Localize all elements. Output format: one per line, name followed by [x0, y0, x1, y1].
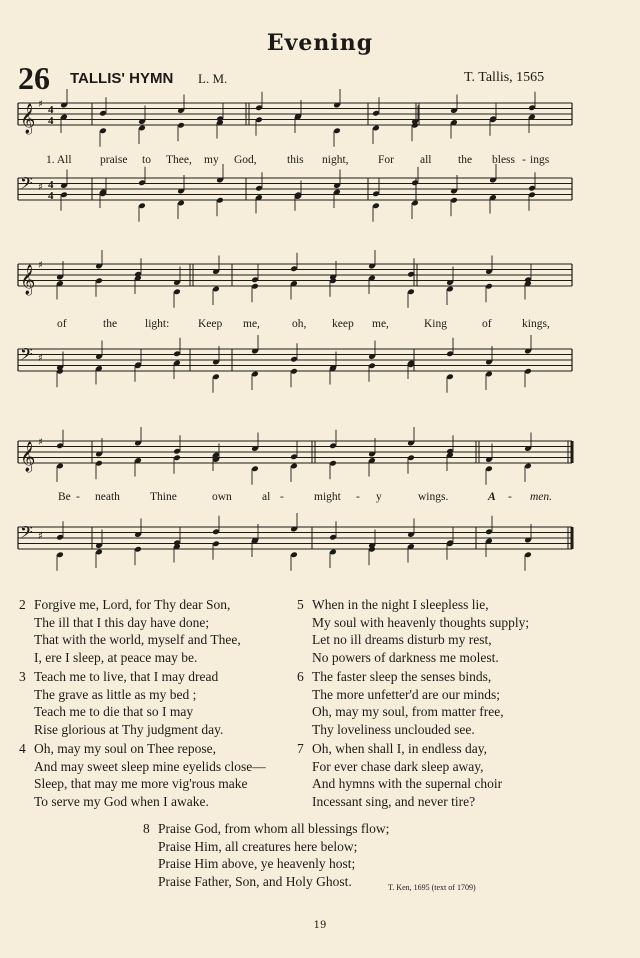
lyric-syllable: neath — [95, 491, 120, 503]
lyric-syllable: For — [378, 154, 394, 166]
sharp-icon: ♯ — [38, 182, 43, 193]
lyric-syllable: - — [508, 491, 512, 503]
treble-clef-icon: 𝄞 — [20, 442, 36, 472]
lyric-syllable: might — [314, 491, 341, 503]
lyric-syllable: night, — [322, 154, 349, 166]
lyric-syllable: men. — [530, 491, 553, 503]
verse — [19, 668, 224, 738]
lyric-syllable: Keep — [198, 318, 223, 330]
bass-clef-icon: 𝄢 — [20, 173, 33, 197]
verse-line: Rise glorious at Thy judgment day. — [34, 721, 224, 737]
hymn-title: Evening — [266, 30, 374, 56]
lyric-syllable: - — [522, 154, 526, 166]
verse-line: And may sweet sleep mine eyelids close— — [34, 758, 266, 774]
time-signature-top: 4 — [48, 104, 54, 116]
lyric-syllable: me, — [243, 318, 260, 330]
verse-line: Forgive me, Lord, for Thy dear Son, — [34, 597, 231, 612]
verse-line: When in the night I sleepless lie, — [312, 597, 489, 612]
lyric-syllable: praise — [100, 154, 128, 166]
verse-number: 3 — [19, 669, 26, 684]
sharp-icon: ♯ — [38, 437, 43, 448]
lyric-syllable: light: — [145, 318, 170, 330]
lyric-syllable: of — [57, 318, 67, 330]
lyric-syllable: ings — [530, 154, 550, 166]
verse-line: Oh, may my soul, from matter free, — [312, 704, 504, 719]
lyric-syllable: y — [376, 491, 382, 503]
lyric-syllable: A — [488, 491, 496, 503]
verse-number: 4 — [19, 741, 26, 756]
page-number: 19 — [313, 920, 327, 931]
lyric-syllable: 1. All — [46, 154, 72, 166]
verse-line: The grave as little as my bed ; — [34, 686, 197, 702]
verse-line: Praise Him above, ye heavenly host; — [158, 856, 356, 871]
lyric-syllable: this — [287, 154, 304, 166]
verse-line: Thy loveliness unclouded see. — [312, 721, 475, 737]
verse-number: 6 — [297, 669, 304, 684]
verse-number: 2 — [19, 597, 26, 612]
verse-line: Teach me to live, that I may dread — [34, 669, 219, 684]
lyric-syllable: of — [482, 318, 492, 330]
hymn-number: 26 — [18, 60, 50, 96]
verse-line: My soul with heavenly thoughts supply; — [312, 614, 530, 630]
verse-number: 7 — [297, 741, 304, 756]
lyric-syllable: Thine — [150, 491, 177, 503]
lyric-syllable: the — [103, 318, 118, 330]
lyric-syllable: keep — [332, 318, 354, 330]
sharp-icon: ♯ — [38, 531, 43, 542]
lyric-syllable: Thee, — [166, 154, 192, 166]
verse-line: Praise Him, all creatures here below; — [158, 838, 358, 854]
lyric-syllable: my — [204, 154, 219, 166]
verse-number: 5 — [297, 597, 304, 612]
verse — [143, 820, 390, 890]
verse-line: Oh, may my soul on Thee repose, — [34, 741, 216, 756]
verse — [297, 668, 504, 738]
verse-line: Teach me to die that so I may — [34, 704, 194, 719]
verse-line: Praise God, from whom all blessings flow; — [158, 821, 390, 836]
time-signature-bottom: 4 — [48, 115, 54, 127]
lyric-syllable: oh, — [292, 318, 307, 330]
lyric-syllable: - — [280, 491, 284, 503]
lyric-syllable: kings, — [522, 318, 550, 330]
bass-clef-icon: 𝄢 — [20, 344, 33, 368]
verse — [19, 740, 266, 810]
lyric-syllable: - — [76, 491, 80, 503]
sharp-icon: ♯ — [38, 260, 43, 271]
tune-name: TALLIS' HYMN — [70, 70, 174, 87]
verse-line: To serve my God when I awake. — [34, 793, 209, 809]
sharp-icon: ♯ — [38, 353, 43, 364]
lyric-syllable: wings. — [418, 491, 449, 503]
verse-line: Praise Father, Son, and Holy Ghost. — [158, 873, 352, 889]
verse — [297, 740, 503, 810]
lyric-syllable: King — [424, 318, 447, 330]
verse-line: Oh, when shall I, in endless day, — [312, 741, 487, 756]
time-signature-bottom: 4 — [48, 190, 54, 202]
meter: L. M. — [198, 71, 228, 86]
lyric-syllable: - — [356, 491, 360, 503]
verse-line: Incessant sing, and never tire? — [312, 793, 476, 809]
lyric-syllable: all — [420, 154, 432, 166]
text-attribution: T. Ken, 1695 (text of 1709) — [388, 883, 476, 892]
composer: T. Tallis, 1565 — [464, 70, 545, 85]
lyric-syllable: Be — [58, 491, 71, 503]
treble-clef-icon: 𝄞 — [20, 104, 36, 134]
lyric-syllable: the — [458, 154, 473, 166]
sharp-icon: ♯ — [38, 99, 43, 110]
bass-clef-icon: 𝄢 — [20, 522, 33, 546]
lyric-syllable: bless — [492, 154, 515, 166]
verse-number: 8 — [143, 821, 150, 836]
lyric-syllable: me, — [372, 318, 389, 330]
lyric-syllable: to — [142, 154, 151, 166]
treble-clef-icon: 𝄞 — [20, 265, 36, 295]
lyric-syllable: al — [262, 491, 271, 503]
verse-line: That with the world, myself and Thee, — [34, 632, 241, 647]
verse-line: The more unfetter'd are our minds; — [312, 686, 500, 702]
verse-line: For ever chase dark sleep away, — [312, 758, 484, 774]
time-signature-top: 4 — [48, 179, 54, 191]
verse-line: And hymns with the supernal choir — [312, 776, 503, 791]
verse-line: Let no ill dreams disturb my rest, — [312, 632, 492, 647]
verse — [19, 596, 241, 666]
lyric-syllable: God, — [234, 154, 257, 166]
verse-line: Sleep, that may me more vig'rous make — [34, 776, 248, 791]
verse-line: I, ere I sleep, at peace may be. — [34, 649, 198, 665]
lyric-syllable: own — [212, 491, 232, 503]
verse-line: The ill that I this day have done; — [34, 614, 210, 630]
verse-line: No powers of darkness me molest. — [312, 649, 499, 665]
verse — [297, 596, 530, 666]
verse-line: The faster sleep the senses binds, — [312, 669, 492, 684]
